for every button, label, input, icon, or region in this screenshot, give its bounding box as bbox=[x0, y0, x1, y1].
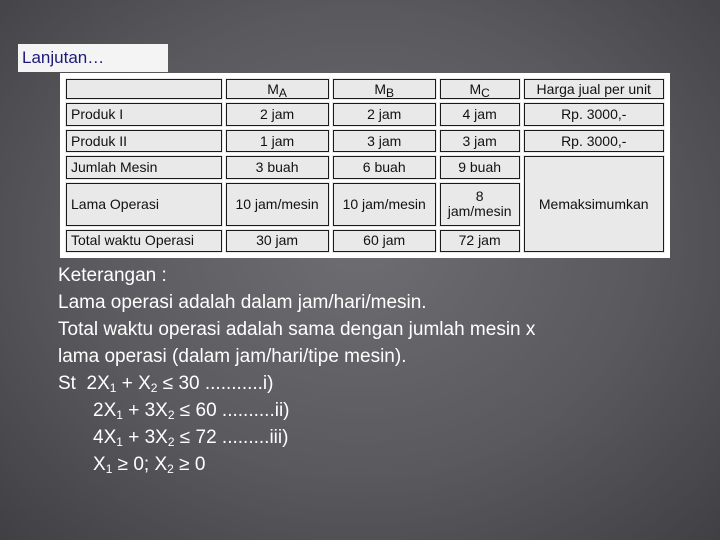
constraint-3: $4X_1 + 3X_2 \le 72$ .........iii) bbox=[93, 427, 289, 449]
header-ma: $M_A$ bbox=[224, 77, 331, 101]
cell-ma: 10 jam/mesin bbox=[224, 181, 331, 228]
cell-mc: 4 jam bbox=[438, 101, 522, 127]
header-mb: $M_B$ bbox=[331, 77, 438, 101]
cell-price: Rp. 3000,- bbox=[522, 128, 667, 154]
notes-line: Lama operasi adalah dalam jam/hari/mesin. bbox=[58, 292, 427, 313]
slide-title: Lanjutan… bbox=[18, 44, 168, 72]
cell-mb: 10 jam/mesin bbox=[331, 181, 438, 228]
cell-mb: 6 buah bbox=[331, 154, 438, 180]
cell-ma: 3 buah bbox=[224, 154, 331, 180]
row-label: Lama Operasi bbox=[64, 181, 224, 228]
constraint-nonnegativity: $X_1 \ge 0$; $X_2 \ge 0$ bbox=[93, 454, 206, 476]
table-header-row bbox=[64, 77, 666, 101]
notes-line: Total waktu operasi adalah sama dengan jumlah mesin x bbox=[58, 319, 536, 340]
data-table-container bbox=[60, 73, 670, 258]
row-label: Total waktu Operasi bbox=[64, 228, 224, 255]
table-row bbox=[64, 101, 666, 127]
cell-mb: 60 jam bbox=[331, 228, 438, 255]
cell-objective-merged: Memaksimumkan bbox=[522, 154, 667, 254]
constraint-1: St $2X_1 + X_2 \le 30$ ...........i) bbox=[58, 373, 274, 395]
notes-heading: Keterangan : bbox=[58, 265, 167, 286]
row-label: Produk II bbox=[64, 128, 224, 154]
cell-mb: 2 jam bbox=[331, 101, 438, 127]
cell-mc: 72 jam bbox=[438, 228, 522, 255]
constraint-2: $2X_1 + 3X_2 \le 60$ ..........ii) bbox=[93, 400, 290, 422]
row-label: Jumlah Mesin bbox=[64, 154, 224, 180]
notes-line: lama operasi (dalam jam/hari/tipe mesin). bbox=[58, 346, 407, 367]
machine-operations-table bbox=[63, 76, 667, 255]
cell-mc: 9 buah bbox=[438, 154, 522, 180]
row-label: Produk I bbox=[64, 101, 224, 127]
notes-section bbox=[58, 262, 698, 478]
header-corner bbox=[64, 77, 224, 101]
cell-ma: 30 jam bbox=[224, 228, 331, 255]
header-price: Harga jual per unit bbox=[522, 77, 667, 101]
table-row bbox=[64, 128, 666, 154]
cell-mb: 3 jam bbox=[331, 128, 438, 154]
cell-ma: 2 jam bbox=[224, 101, 331, 127]
header-mc: $M_C$ bbox=[438, 77, 522, 101]
cell-mc: 3 jam bbox=[438, 128, 522, 154]
table-row bbox=[64, 154, 666, 180]
cell-ma: 1 jam bbox=[224, 128, 331, 154]
cell-mc: 8 jam/mesin bbox=[438, 181, 522, 228]
cell-price: Rp. 3000,- bbox=[522, 101, 667, 127]
